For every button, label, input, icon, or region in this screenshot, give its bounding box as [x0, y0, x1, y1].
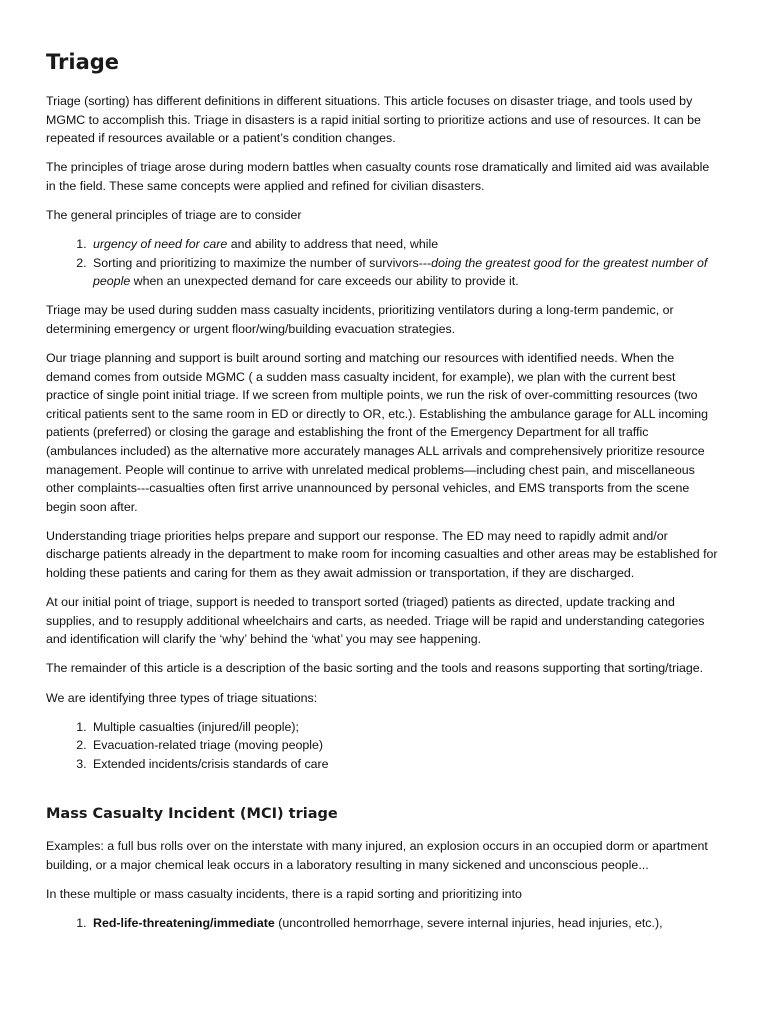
list-item-text: Sorting and prioritizing to maximize the number of survivors---: [93, 255, 432, 270]
situations-list: [46, 718, 722, 774]
paragraph-intro: Triage (sorting) has different definitions in different situations. This article focuses on disaster triage, and tools used by MGMC to accomplish this. Triage in disasters is a rapid initial sorting to prioritize actions and use of resources. It can be repeated if resources available or a patient’s condition changes.: [46, 94, 701, 146]
list-item-emphasis: doing the greatest good for the greatest number of people: [93, 255, 708, 289]
mci-categories-list: [46, 914, 722, 933]
list-item-emphasis: urgency of need for care: [93, 237, 228, 252]
list-item: [90, 254, 722, 291]
paragraph-situations-lead: We are identifying three types of triage situations:: [46, 690, 318, 705]
principles-list: [46, 235, 722, 291]
paragraph-history: The principles of triage arose during modern battles when casualty counts rose dramatically and limited aid was available in the field. These same concepts were applied and refined for civilian disasters.: [46, 160, 710, 193]
list-item: 2. Evacuation-related triage (moving people): [90, 736, 722, 755]
list-item-text: when an unexpected demand for care exceeds our ability to provide it.: [130, 274, 519, 289]
list-item-bold: Red-life-threatening/immediate: [93, 916, 275, 931]
list-item: [90, 235, 722, 254]
list-item: 3. Extended incidents/crisis standards of care: [90, 755, 722, 774]
list-item: [90, 914, 722, 933]
paragraph-priorities: Understanding triage priorities helps prepare and support our response. The ED may need to rapidly admit and/or discharge patients already in the department to make room for incoming casualties and other areas may be established for holding these patients and caring for them as they await admission or transportation, if they are discharged.: [46, 528, 718, 581]
paragraph-uses: Triage may be used during sudden mass casualty incidents, prioritizing ventilators during a long-term pandemic, or determining emergency or urgent floor/wing/building evacuation strategies.: [46, 303, 674, 336]
list-item-text: and ability to address that need, while: [227, 237, 439, 252]
paragraph-mci-intro: In these multiple or mass casualty incidents, there is a rapid sorting and prioritizing into: [46, 887, 522, 902]
paragraph-principles-lead: The general principles of triage are to consider: [46, 207, 302, 222]
paragraph-mci-examples: Examples: a full bus rolls over on the interstate with many injured, an explosion occurs in an occupied dorm or apartment building, or a major chemical leak occurs in a laboratory resulting in many sickened and unconscious people...: [46, 839, 708, 872]
list-item: 1. Multiple casualties (injured/ill people);: [90, 718, 722, 737]
paragraph-planning: Our triage planning and support is built around sorting and matching our resources with identified needs. When the demand comes from outside MGMC ( a sudden mass casualty incident, for example), we plan with the current best practice of single point initial triage. If we screen from multiple points, we run the risk of over-committing resources (two critical patients sent to the same room in ED or directly to OR, etc.). Establishing the ambulance garage for ALL incoming patients (preferred) or closing the garage and establishing the front of the Emergency Department for all traffic (ambulances included) as the alternative more accurately manages ALL arrivals and comprehensively prioritize resource management. People will continue to arrive with unrelated medical problems—including chest pain, and miscellaneous other complaints---casualties often first arrive unannounced by personal vehicles, and EMS transports from the scene begin soon after.: [46, 351, 709, 514]
section-heading-mci: Mass Casualty Incident (MCI) triage: [46, 806, 338, 823]
paragraph-support: At our initial point of triage, support is needed to transport sorted (triaged) patients as directed, update tracking and supplies, and to resupply additional wheelchairs and carts, as needed. Triage will be rapid and understanding categories and identification will clarify the ‘why’ behind the ‘what’ you may see happening.: [46, 595, 705, 647]
paragraph-remainder: The remainder of this article is a description of the basic sorting and the tools and reasons supporting that sorting/triage.: [46, 661, 704, 676]
list-item-text: (uncontrolled hemorrhage, severe internal injuries, head injuries, etc.),: [274, 916, 663, 931]
page-title: Triage: [46, 50, 120, 74]
